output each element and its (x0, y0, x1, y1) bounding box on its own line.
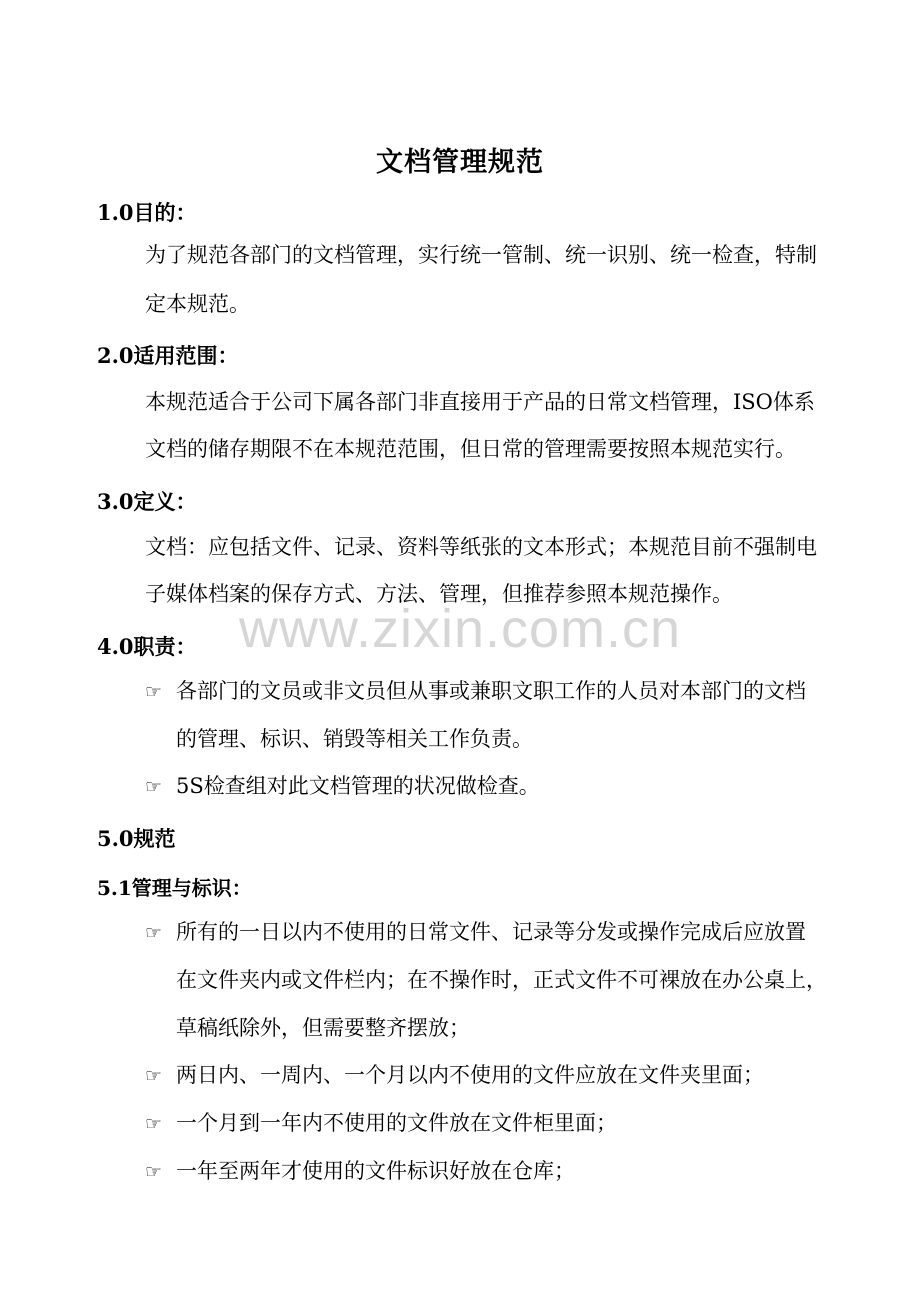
paragraph-line: 定本规范。 (145, 292, 250, 316)
bullet-text: 各部门的文员或非文员但从事或兼职文职工作的人员对本部门的文档 (176, 679, 806, 703)
bullet-text: 所有的一日以内不使用的日常文件、记录等分发或操作完成后应放置 (176, 920, 806, 944)
watermark: www.zixin.com.cn (238, 599, 682, 659)
bullet-text: 在文件夹内或文件栏内；在不操作时，正式文件不可裸放在办公桌上， (176, 968, 827, 992)
bullet-text: 两日内、一周内、一个月以内不使用的文件应放在文件夹里面； (176, 1063, 764, 1087)
pointing-hand-icon: ☞ (145, 1113, 163, 1135)
pointing-hand-icon: ☞ (145, 1065, 163, 1087)
paragraph-line: 为了规范各部门的文档管理，实行统一管制、统一识别、统一检查，特制 (145, 243, 817, 267)
paragraph-line: 文档的储存期限不在本规范范围，但日常的管理需要按照本规范实行。 (145, 437, 796, 461)
pointing-hand-icon: ☞ (145, 1161, 163, 1183)
bullet-text: 一个月到一年内不使用的文件放在文件柜里面； (176, 1111, 617, 1135)
section-heading-norms: 5.0规范 (97, 826, 176, 851)
subsection-heading: 5.1管理与标识： (97, 876, 252, 900)
section-heading-responsibility: 4.0职责： (97, 634, 197, 659)
section-heading-purpose: 1.0目的： (97, 200, 197, 225)
section-heading-scope: 2.0适用范围： (97, 343, 239, 368)
section-heading-definition: 3.0定义： (97, 489, 197, 514)
bullet-text: 5S检查组对此文档管理的状况做检查。 (176, 774, 540, 798)
bullet-text: 草稿纸除外，但需要整齐摆放； (176, 1016, 470, 1040)
bullet-text: 的管理、标识、销毁等相关工作负责。 (176, 727, 533, 751)
pointing-hand-icon: ☞ (145, 776, 163, 798)
paragraph-line: 子媒体档案的保存方式、方法、管理，但推荐参照本规范操作。 (145, 582, 733, 606)
bullet-text: 一年至两年才使用的文件标识好放在仓库； (176, 1159, 575, 1183)
pointing-hand-icon: ☞ (145, 922, 163, 944)
page-title: 文档管理规范 (376, 147, 544, 178)
paragraph-line: 文档：应包括文件、记录、资料等纸张的文本形式；本规范目前不强制电 (145, 535, 817, 559)
paragraph-line: 本规范适合于公司下属各部门非直接用于产品的日常文档管理，ISO体系 (145, 390, 815, 414)
pointing-hand-icon: ☞ (145, 681, 163, 703)
